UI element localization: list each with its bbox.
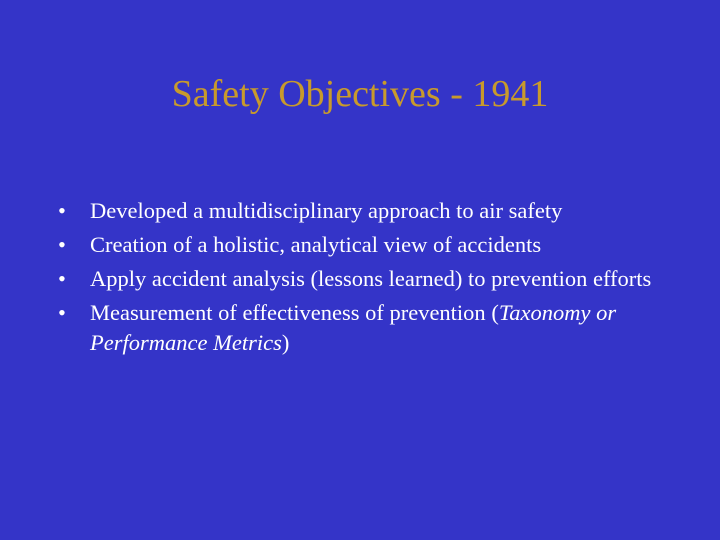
- slide-title: Safety Objectives - 1941: [171, 73, 549, 115]
- bullet-text: Apply accident analysis (lessons learned) to prevention efforts: [90, 266, 652, 291]
- bullet-item: [58, 298, 698, 358]
- bullet-item: [58, 230, 698, 260]
- bullet-icon: •: [58, 266, 66, 291]
- paren-open: (: [491, 300, 499, 325]
- paren-close: ): [281, 330, 290, 355]
- bullet-icon: •: [58, 232, 66, 257]
- bullet-icon: •: [58, 300, 66, 325]
- bullet-text: Creation of a holistic, analytical view of accidents: [90, 232, 542, 257]
- bullet-icon: •: [58, 198, 66, 223]
- bullet-text: Developed a multidisciplinary approach to air safety: [90, 198, 563, 223]
- bullet-text: Measurement of effectiveness of prevention: [90, 300, 486, 325]
- bullet-item: [58, 264, 698, 294]
- metrics-italic-text: Taxonomy or Performance Metrics: [90, 300, 617, 355]
- bullet-list: [58, 196, 698, 362]
- bullet-item: [58, 196, 698, 226]
